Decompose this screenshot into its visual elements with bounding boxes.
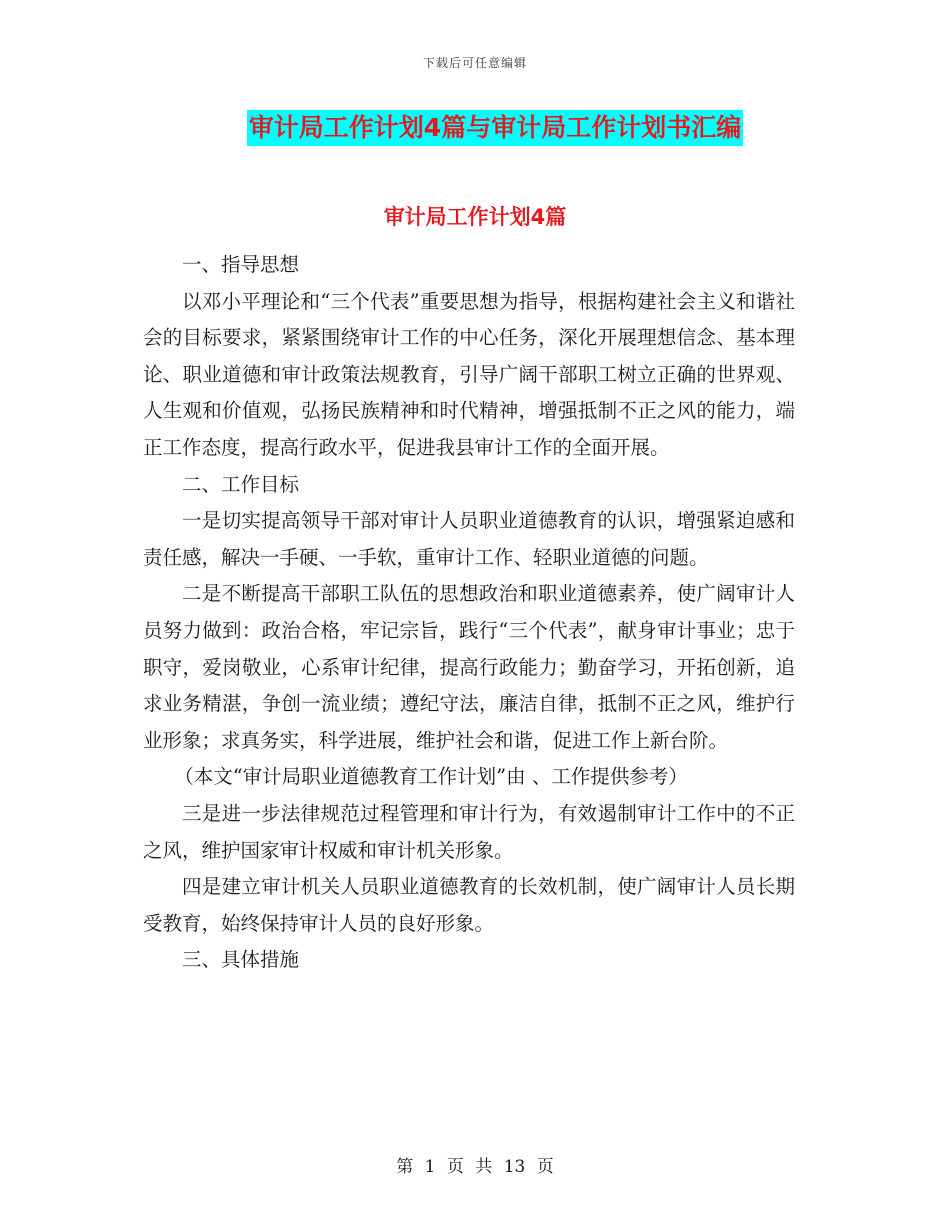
source-note: （本文“审计局职业道德教育工作计划”由 、工作提供参考） xyxy=(174,765,688,789)
heading-specific-measures: 三、具体措施 xyxy=(182,948,300,972)
heading-guiding-thought: 一、指导思想 xyxy=(182,253,300,276)
paragraph-goal-two: 二是不断提高干部职工队伍的思想政治和职业道德素养，使广阔审计人员努力做到：政治合格，牢记宗旨，践行“三个代表”，献身审计事业；忠于职守，爱岗敬业，心系审计纪律，提高行政能力；勤奋学习，开拓创新，追求业务精湛，争创一流业绩；遵纪守法，廉洁自律，抵制不正之风，维护行业形象；求真务实，科学进展，维护社会和谐，促进工作上新台阶。 xyxy=(143,582,795,752)
document-body xyxy=(143,247,795,979)
section-title: 审计局工作计划4篇 xyxy=(383,205,567,229)
paragraph-guiding-thought: 以邓小平理论和“三个代表”重要思想为指导，根据构建社会主义和谐社会的目标要求，紧紧围绕审计工作的中心任务，深化开展理想信念、基本理论、职业道德和审计政策法规教育，引导广阔干部职工树立正确的世界观、人生观和价值观，弘扬民族精神和时代精神，增强抵制不正之风的能力，端正工作态度，提高行政水平，促进我县审计工作的全面开展。 xyxy=(143,289,795,459)
page-footer: 第 1 页 共 13 页 xyxy=(396,1157,554,1177)
paragraph-goal-three: 三是进一步法律规范过程管理和审计行为，有效遏制审计工作中的不正之风，维护国家审计权威和审计机关形象。 xyxy=(143,801,795,862)
main-title-wrap xyxy=(0,110,950,146)
paragraph-goal-one: 一是切实提高领导干部对审计人员职业道德教育的认识，增强紧迫感和责任感，解决一手硬、一手软，重审计工作、轻职业道德的问题。 xyxy=(143,509,795,569)
paragraph-goal-four: 四是建立审计机关人员职业道德教育的长效机制，使广阔审计人员长期受教育，始终保持审计人员的良好形象。 xyxy=(143,875,795,935)
heading-work-goals: 二、工作目标 xyxy=(182,472,300,496)
document-title: 审计局工作计划4篇与审计局工作计划书汇编 xyxy=(247,110,743,146)
page-header: 下载后可任意编辑 xyxy=(422,56,527,70)
